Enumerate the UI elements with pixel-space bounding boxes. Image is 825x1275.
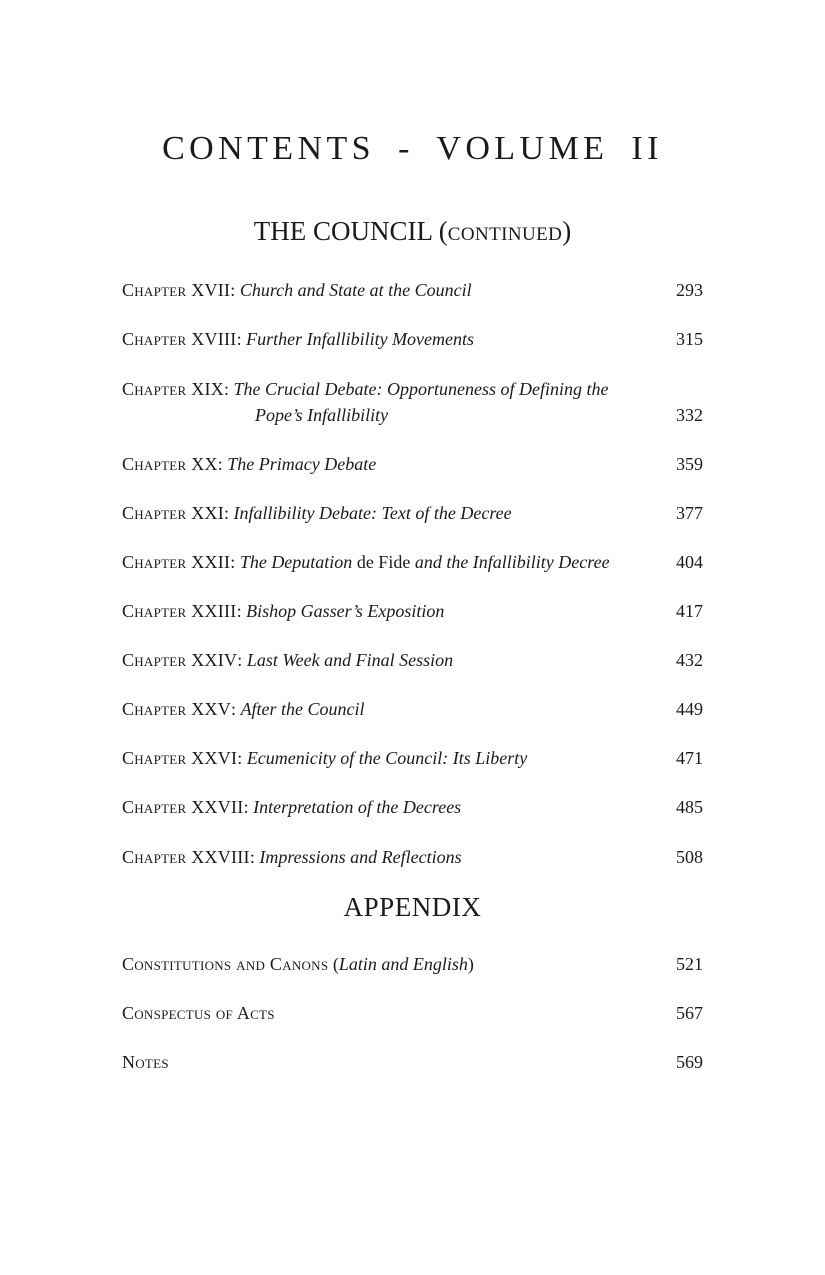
- toc-entry-page: 521: [676, 954, 703, 975]
- toc-entry: [122, 500, 703, 526]
- toc-entry-page: 567: [676, 1003, 703, 1024]
- toc-entry-label: [122, 549, 662, 575]
- text-segment: :: [230, 551, 240, 572]
- text-segment: Chapter XVIII: [122, 329, 237, 350]
- toc-entry-label: [122, 696, 662, 722]
- toc-entry-label: [122, 1000, 662, 1026]
- toc-entry: [122, 745, 703, 771]
- text-segment: :: [217, 453, 228, 474]
- toc-entry-page: 485: [676, 797, 703, 818]
- text-segment: Conspectus of Acts: [122, 1003, 275, 1024]
- text-segment: The Crucial Debate: Opportuneness of Defining the: [233, 378, 609, 399]
- toc-entry-page: 471: [676, 748, 703, 769]
- toc-entry: [122, 696, 703, 722]
- toc-entry-page: 432: [676, 650, 703, 671]
- text-segment: ): [467, 954, 474, 975]
- toc-entry-label: [122, 451, 662, 477]
- toc-entry-page: 569: [676, 1052, 703, 1073]
- text-segment: :: [237, 650, 247, 671]
- appendix-heading: APPENDIX: [343, 891, 482, 922]
- section-heading: [122, 217, 703, 247]
- text-segment: :: [249, 846, 260, 867]
- text-segment: and the Infallibility Decree: [410, 551, 610, 572]
- text-segment: Notes: [122, 1052, 169, 1073]
- text-segment: ): [562, 215, 572, 246]
- toc-entry-page: 417: [676, 601, 703, 622]
- text-segment: Ecumenicity of the Council: Its Liberty: [246, 748, 528, 769]
- text-segment: Chapter XVII: [122, 280, 231, 301]
- text-segment: The Deputation: [239, 551, 357, 572]
- text-segment: Further Infallibility Movements: [246, 329, 475, 350]
- text-segment: The Primacy Debate: [227, 453, 377, 474]
- text-segment: THE COUNCIL (: [253, 215, 448, 246]
- text-segment: Chapter XXVIII: [122, 846, 250, 867]
- text-segment: :: [231, 699, 241, 720]
- text-segment: :: [224, 502, 234, 523]
- text-segment: :: [236, 601, 247, 622]
- toc-entry: [122, 1049, 703, 1075]
- page-title: CONTENTS - VOLUME II: [162, 130, 663, 167]
- toc-entry: [122, 376, 703, 428]
- toc-entry-page: 315: [676, 329, 703, 350]
- toc-entry: [122, 951, 703, 977]
- toc-entry: [122, 647, 703, 673]
- text-segment: Constitutions and Canons: [122, 954, 329, 975]
- text-segment: Chapter XXIV: [122, 650, 238, 671]
- text-segment: Impressions and Reflections: [259, 846, 462, 867]
- contents-column: [122, 131, 703, 1076]
- text-segment: Bishop Gasser’s Exposition: [246, 601, 445, 622]
- toc-entry-page: 293: [676, 280, 703, 301]
- toc-entry-label: [122, 376, 662, 428]
- toc-entry-page: 377: [676, 502, 703, 523]
- text-segment: Chapter XIX: [122, 378, 225, 399]
- toc-entry: [122, 277, 703, 303]
- text-segment: Latin and English: [338, 954, 468, 975]
- toc-entry-page: 332: [676, 404, 703, 425]
- text-segment: Interpretation of the Decrees: [253, 797, 462, 818]
- toc-entry-page: 449: [676, 699, 703, 720]
- toc-entry-page: 359: [676, 453, 703, 474]
- toc-entry-label: [122, 794, 662, 820]
- text-segment: :: [237, 748, 247, 769]
- text-segment: :: [243, 797, 254, 818]
- text-segment: :: [236, 329, 247, 350]
- text-segment: Chapter XXVII: [122, 797, 244, 818]
- toc-entry: [122, 1000, 703, 1026]
- text-segment: Chapter XXV: [122, 699, 232, 720]
- text-segment: :: [224, 378, 234, 399]
- toc-entry-label: [122, 647, 662, 673]
- text-segment: Infallibility Debate: Text of the Decree: [233, 502, 512, 523]
- text-segment: Last Week and Final Session: [246, 650, 454, 671]
- toc-entry-page: 508: [676, 846, 703, 867]
- toc-entry-label: [122, 277, 662, 303]
- text-segment: de Fide: [356, 551, 411, 572]
- toc-entry: [122, 549, 703, 575]
- toc-entry: [122, 326, 703, 352]
- toc-entry-label: [122, 951, 662, 977]
- council-entry-list: [122, 277, 703, 869]
- text-segment: Chapter XX: [122, 453, 218, 474]
- appendix-entry-list: [122, 951, 703, 1075]
- text-segment: After the Council: [240, 699, 365, 720]
- text-segment: Pope’s Infallibility: [255, 404, 389, 425]
- text-segment: Chapter XXIII: [122, 601, 237, 622]
- toc-entry-label: [122, 1049, 662, 1075]
- toc-entry: [122, 598, 703, 624]
- text-segment: continued: [447, 215, 563, 246]
- toc-entry-page: 404: [676, 551, 703, 572]
- toc-entry-label: [122, 326, 662, 352]
- toc-entry-label: [122, 844, 662, 870]
- text-segment: Chapter XXII: [122, 551, 231, 572]
- toc-entry: [122, 794, 703, 820]
- text-segment: Church and State at the Council: [239, 280, 472, 301]
- toc-entry-label: [122, 745, 662, 771]
- toc-entry-label: [122, 598, 662, 624]
- text-segment: :: [230, 280, 240, 301]
- toc-entry: [122, 844, 703, 870]
- toc-entry: [122, 451, 703, 477]
- toc-entry-label: [122, 500, 662, 526]
- text-segment: Chapter XXVI: [122, 748, 238, 769]
- text-segment: (: [328, 954, 339, 975]
- text-segment: Chapter XXI: [122, 502, 225, 523]
